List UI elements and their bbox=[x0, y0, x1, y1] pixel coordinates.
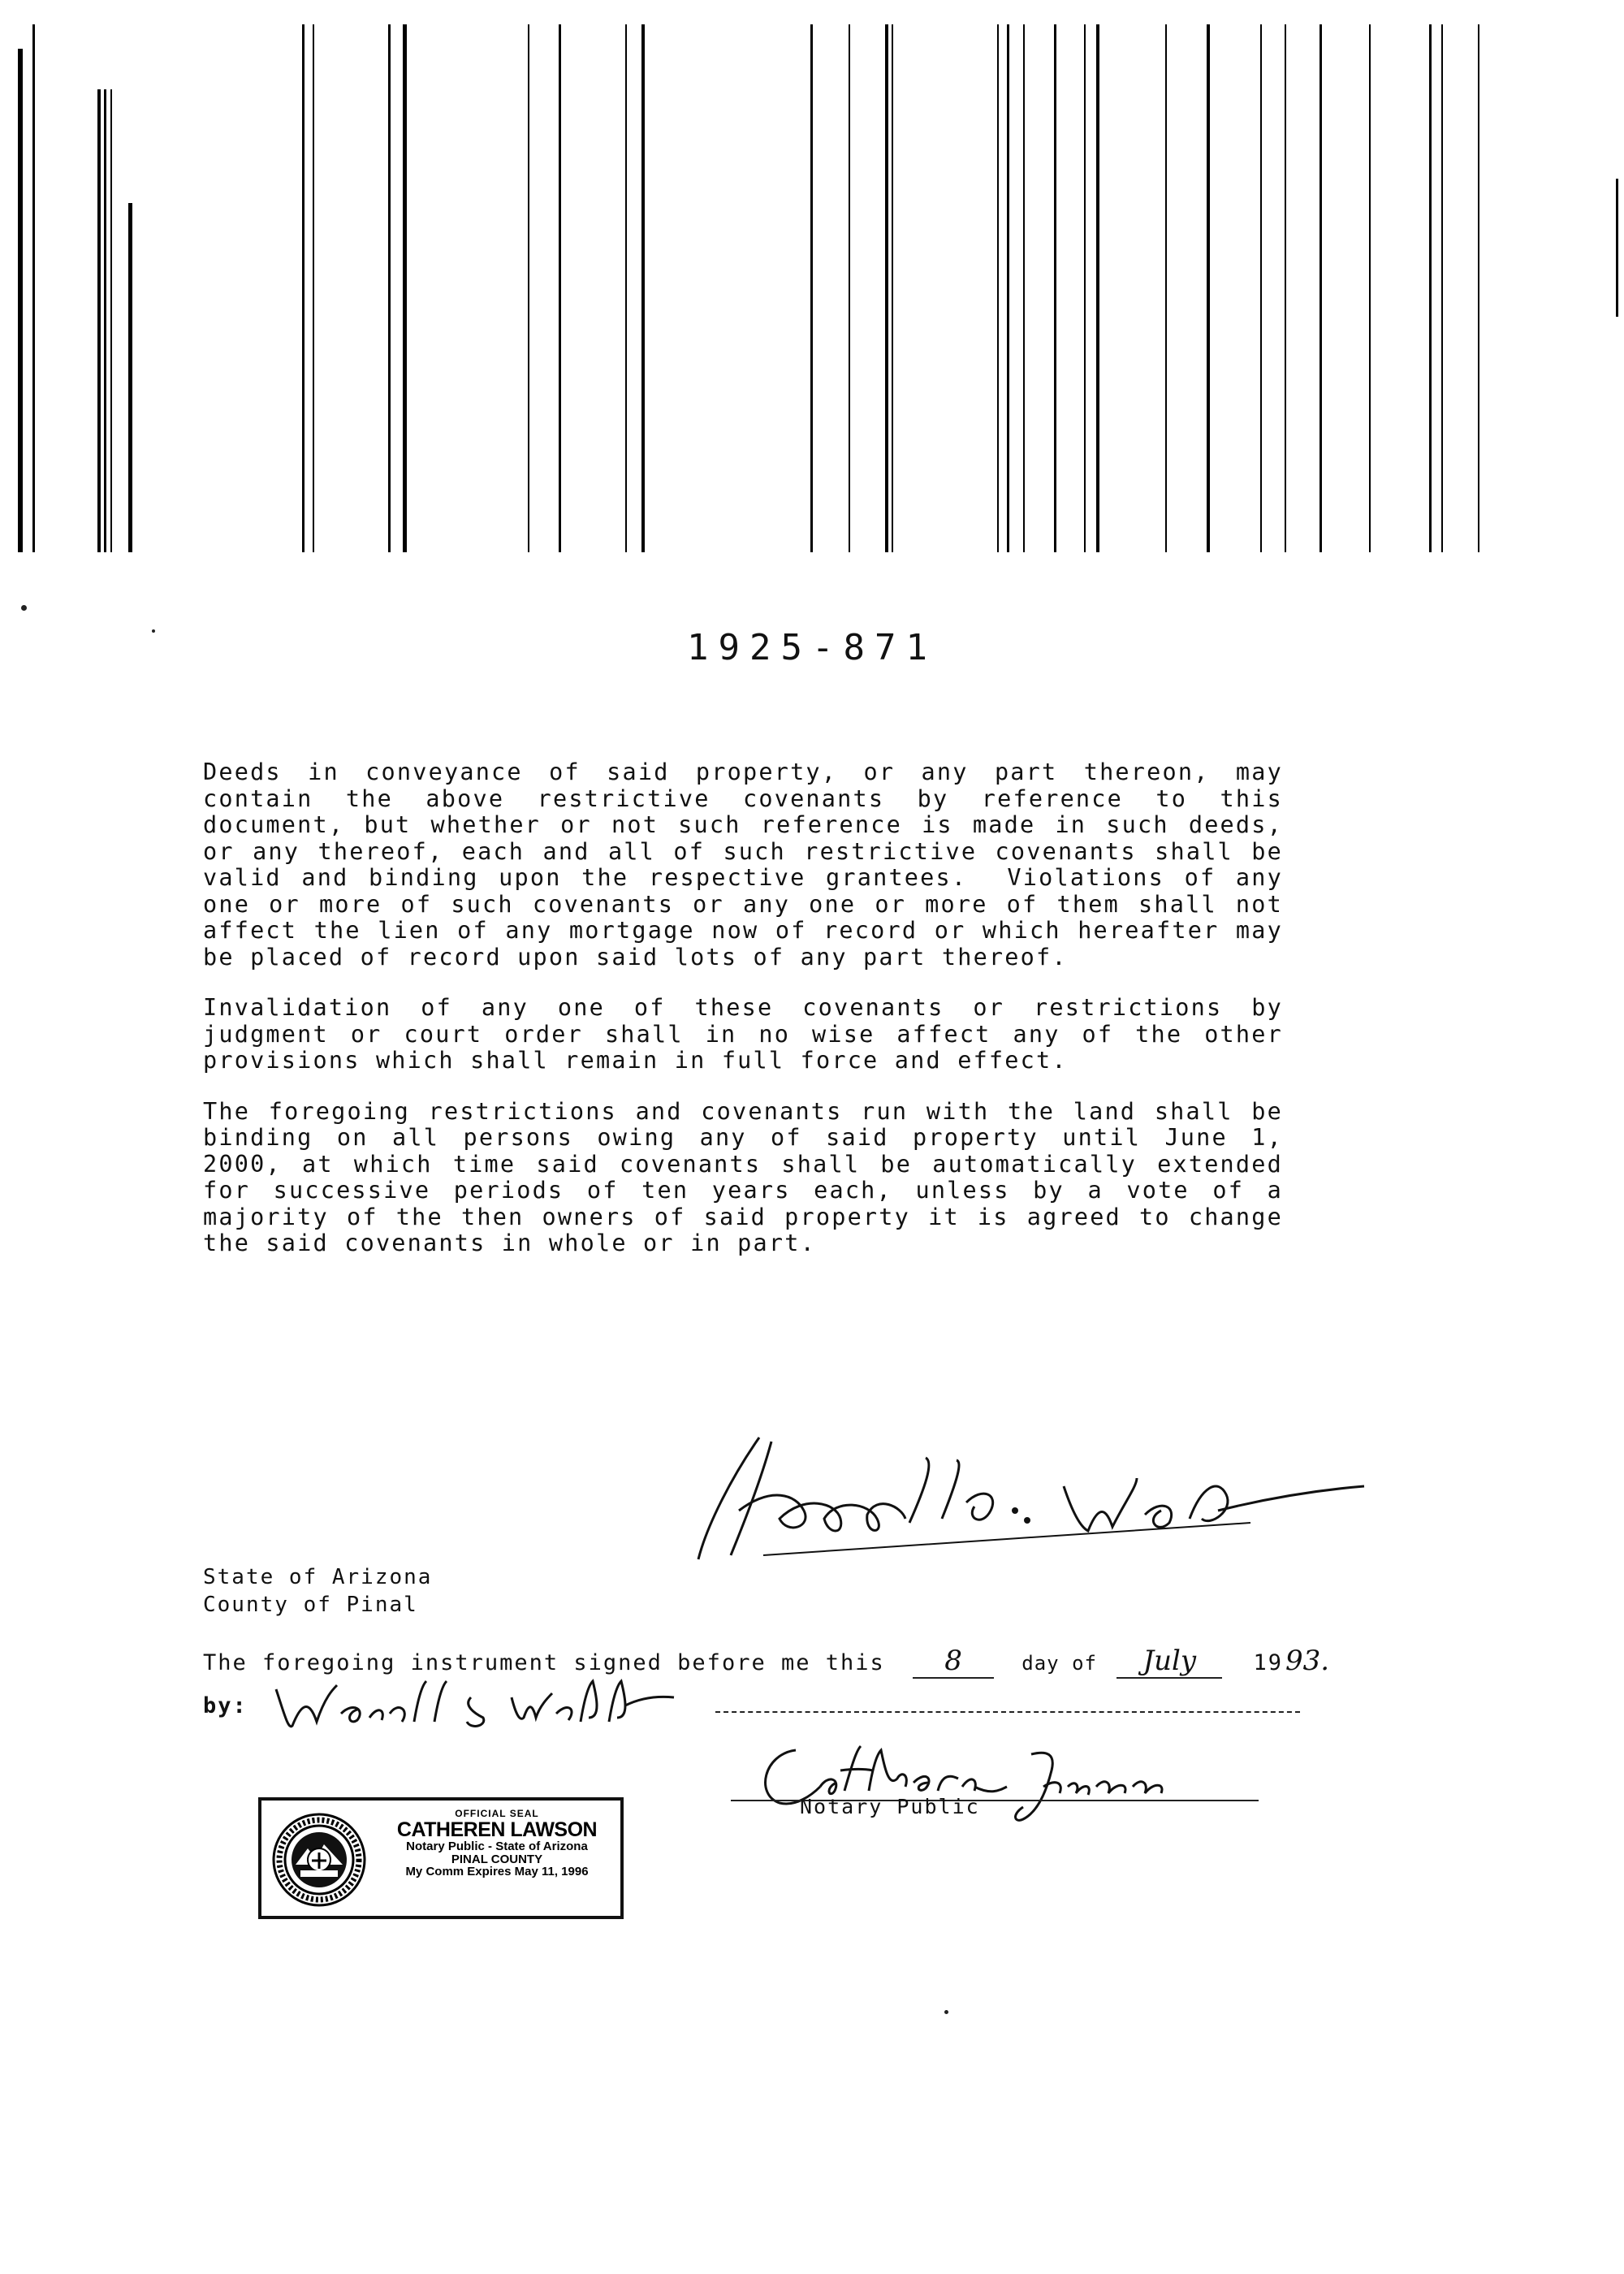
paragraph-covenants-term: The foregoing restrictions and covenants run with the land shall be binding on all persons owing any of said property until June 1, 2000, at which time said covenants shall be automatically extended for successive periods of ten years each, unless by a vote of a majority of the then owners of said property it is agreed to change the said covenants in whole or in part. bbox=[203, 1097, 1299, 1256]
barcode-bar bbox=[885, 24, 888, 552]
barcode-bar bbox=[403, 24, 407, 552]
barcode-bar bbox=[1207, 24, 1210, 552]
barcode-bar bbox=[1285, 24, 1286, 552]
ack-month: July bbox=[1116, 1645, 1222, 1679]
barcode-bar bbox=[97, 89, 101, 552]
barcode-bar bbox=[892, 24, 893, 552]
barcode-bar bbox=[1084, 24, 1086, 552]
seal-official-seal: OFFICIAL SEAL bbox=[455, 1808, 539, 1819]
ack-prefix: The foregoing instrument signed before me this bbox=[203, 1650, 885, 1675]
arizona-state-seal-icon bbox=[271, 1812, 367, 1908]
venue-block bbox=[203, 1563, 432, 1619]
barcode-bar bbox=[32, 24, 35, 552]
scan-speck bbox=[944, 2010, 948, 2014]
barcode-bar bbox=[1023, 24, 1025, 552]
barcode-bar bbox=[110, 89, 112, 552]
barcode-bar bbox=[1616, 179, 1618, 317]
barcode-bar bbox=[104, 89, 106, 552]
seal-county: PINAL COUNTY bbox=[451, 1852, 543, 1866]
barcode-bar bbox=[528, 24, 529, 552]
barcode-bar bbox=[1007, 24, 1009, 552]
seal-text bbox=[375, 1809, 619, 1878]
seal-notary-title: Notary Public - State of Arizona bbox=[406, 1839, 588, 1853]
scan-speck bbox=[21, 605, 27, 611]
ack-year-suffix: 93. bbox=[1285, 1645, 1330, 1677]
venue-county: County of Pinal bbox=[203, 1593, 418, 1617]
barcode-bar bbox=[849, 24, 850, 552]
barcode-bar bbox=[641, 24, 645, 552]
paragraph-invalidation: Invalidation of any one of these covenants or restrictions by judgment or court order shall in no wise affect any of the other provisions which shall remain in full force and effect. bbox=[203, 994, 1299, 1074]
document-number: 1925-871 bbox=[687, 627, 937, 668]
barcode-bar bbox=[1054, 24, 1056, 552]
barcode-bar bbox=[18, 49, 23, 552]
ack-day: 8 bbox=[913, 1645, 994, 1679]
barcode-bar bbox=[1165, 24, 1167, 552]
barcode-bar bbox=[302, 24, 304, 552]
barcode-bar bbox=[810, 24, 813, 552]
barcode-bar bbox=[313, 24, 314, 552]
barcode-bar bbox=[128, 203, 132, 552]
venue-state: State of Arizona bbox=[203, 1565, 433, 1589]
seal-notary-name: CATHEREN LAWSON bbox=[396, 1818, 598, 1841]
barcode-bar bbox=[625, 24, 627, 552]
ack-year-prefix: 19 bbox=[1253, 1650, 1284, 1675]
signer-signature bbox=[268, 1673, 690, 1738]
barcode-bar bbox=[1429, 24, 1432, 552]
barcode-bar bbox=[1260, 24, 1262, 552]
seal-commission-expiry: My Comm Expires May 11, 1996 bbox=[405, 1865, 589, 1879]
barcode-bar bbox=[1096, 24, 1099, 552]
ack-day-label: day of bbox=[1021, 1652, 1097, 1675]
grantor-signature bbox=[682, 1413, 1380, 1567]
barcode-bar bbox=[1320, 24, 1322, 552]
paragraph-deeds: Deeds in conveyance of said property, or any part thereon, may contain the above restrictive covenants by reference to this document, but whether or not such reference is made in such deeds, or any thereof, each and all of such restrictive covenants shall be valid and binding upon the respective grantees. Violations of any one or more of such covenants or any one or more of them shall not affect the lien of any mortgage now of record or which hereafter may be placed of record upon said lots of any part thereof. bbox=[203, 759, 1299, 971]
notary-label: Notary Public bbox=[800, 1795, 980, 1818]
barcode-bar bbox=[559, 24, 561, 552]
by-label: by: bbox=[203, 1693, 248, 1718]
barcode-bar bbox=[388, 24, 391, 552]
by-dashed-line bbox=[715, 1711, 1300, 1713]
official-notary-seal bbox=[258, 1797, 624, 1919]
barcode-bar bbox=[1441, 24, 1443, 552]
barcode-strip bbox=[0, 0, 1624, 552]
barcode-bar bbox=[1369, 24, 1371, 552]
barcode-bar bbox=[997, 24, 999, 552]
document-body bbox=[203, 759, 1299, 1282]
barcode-bar bbox=[1478, 24, 1479, 552]
